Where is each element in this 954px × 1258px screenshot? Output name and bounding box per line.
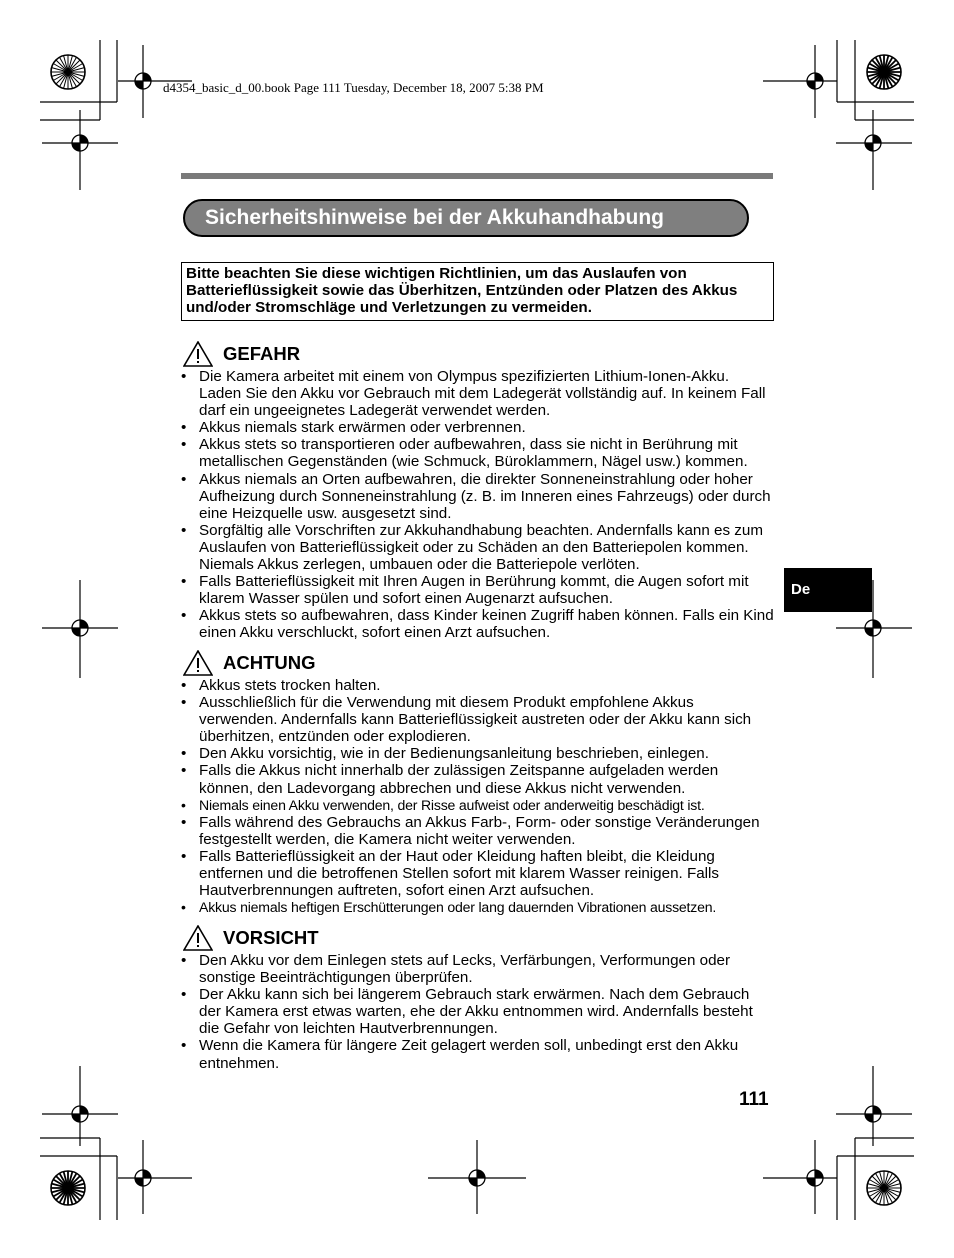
top-rule xyxy=(181,173,773,179)
list-item: • Ausschließlich für die Verwendung mit diesem Produkt empfohlene Akkus verwenden. Andernfalls kann Batterieflüssigkeit austreten oder der Akku kann sich überhitzen, entzünden oder explodieren. xyxy=(181,694,775,745)
list-item: • Die Kamera arbeitet mit einem von Olympus spezifizierten Lithium-Ionen-Akku. Laden Sie den Akku vor Gebrauch mit dem Ladegerät vollständig auf. In keinem Fall darf ein ungeeignetes Ladegerät verwendet werden. xyxy=(181,368,775,419)
list-item: • Den Akku vorsichtig, wie in der Bedienungsanleitung beschrieben, einlegen. xyxy=(181,745,775,762)
language-tab: De xyxy=(784,568,872,612)
list-item: • Niemals einen Akku verwenden, der Risse aufweist oder anderweitig beschädigt ist. xyxy=(181,797,775,814)
list-item: • Akkus niemals heftigen Erschütterungen oder lang dauernden Vibrationen aussetzen. xyxy=(181,899,775,916)
list-item: • Der Akku kann sich bei längerem Gebrauch stark erwärmen. Nach dem Gebrauch der Kamera erst etwas warten, ehe der Akku entnommen wird. Andernfalls besteht die Gefahr von leichten Hautverbrennungen. xyxy=(181,986,775,1037)
notice-box: Bitte beachten Sie diese wichtigen Richtlinien, um das Auslaufen von Batterieflüssigkeit sowie das Überhitzen, Entzünden oder Platzen des Akkus und/oder Stromschläge und Verletzungen zu vermeiden. xyxy=(181,262,774,321)
vorsicht-list xyxy=(181,952,775,1072)
list-item: • Akkus stets so aufbewahren, dass Kinder keinen Zugriff haben können. Falls ein Kind einen Akku verschluckt, sofort einen Arzt aufsuchen. xyxy=(181,607,775,641)
warning-triangle-icon xyxy=(183,650,213,676)
list-item: • Wenn die Kamera für längere Zeit gelagert werden soll, unbedingt erst den Akku entnehmen. xyxy=(181,1037,775,1071)
gefahr-list xyxy=(181,368,775,642)
section-title: VORSICHT xyxy=(223,927,319,948)
list-item: • Akkus niemals an Orten aufbewahren, die direkter Sonneneinstrahlung oder hoher Aufheizung durch Sonneneinstrahlung (z. B. im Inneren eines Fahrzeugs) oder durch eine Heizquelle usw. ausgesetzt sind. xyxy=(181,471,775,522)
page-number: 111 xyxy=(739,1089,769,1110)
section-heading-vorsicht xyxy=(183,925,319,951)
list-item: • Akkus stets so transportieren oder aufbewahren, dass sie nicht in Berührung mit metallischen Gegenständen (wie Schmuck, Büroklammern, Nägel usw.) kommen. xyxy=(181,436,775,470)
list-item: • Falls die Akkus nicht innerhalb der zulässigen Zeitspanne aufgeladen werden können, den Ladevorgang abbrechen und diese Akkus nicht verwenden. xyxy=(181,762,775,796)
warning-triangle-icon xyxy=(183,925,213,951)
list-item: • Falls Batterieflüssigkeit an der Haut oder Kleidung haften bleibt, die Kleidung entfernen und die betroffenen Stellen sofort mit klarem Wasser reinigen. Falls Hautverbrennungen auftreten, sofort einen Arzt aufsuchen. xyxy=(181,848,775,899)
warning-triangle-icon xyxy=(183,341,213,367)
file-info-line: d4354_basic_d_00.book Page 111 Tuesday, December 18, 2007 5:38 PM xyxy=(163,80,544,95)
list-item: • Akkus stets trocken halten. xyxy=(181,677,775,694)
section-heading-achtung xyxy=(183,650,316,676)
achtung-list xyxy=(181,677,775,916)
section-title: GEFAHR xyxy=(223,343,301,364)
section-title: ACHTUNG xyxy=(223,652,316,673)
list-item: • Akkus niemals stark erwärmen oder verbrennen. xyxy=(181,419,775,436)
list-item: • Falls während des Gebrauchs an Akkus Farb-, Form- oder sonstige Veränderungen festgestellt werden, die Kamera nicht weiter verwenden. xyxy=(181,814,775,848)
list-item: • Sorgfältig alle Vorschriften zur Akkuhandhabung beachten. Andernfalls kann es zum Auslaufen von Batterieflüssigkeit oder zu Schäden an den Batteriepolen kommen. Niemals Akkus zerlegen, umbauen oder die Batteriepole verlöten. xyxy=(181,522,775,573)
list-item: • Den Akku vor dem Einlegen stets auf Lecks, Verfärbungen, Verformungen oder sonstige Beeinträchtigungen überprüfen. xyxy=(181,952,775,986)
page-title: Sicherheitshinweise bei der Akkuhandhabung xyxy=(183,199,749,237)
section-heading-gefahr xyxy=(183,341,300,367)
list-item: • Falls Batterieflüssigkeit mit Ihren Augen in Berührung kommt, die Augen sofort mit klarem Wasser spülen und sofort einen Augenarzt aufsuchen. xyxy=(181,573,775,607)
